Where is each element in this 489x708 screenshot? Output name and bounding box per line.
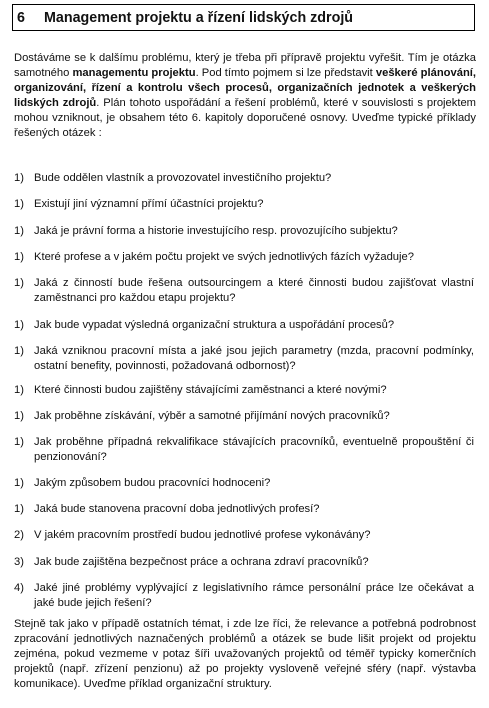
section-heading (12, 4, 475, 31)
list-item-number: 1) (14, 225, 24, 237)
list-item-number: 1) (14, 345, 24, 357)
intro-text-1: Dostáváme se k dalšímu problému, který je třeba při přípravě projektu vyřešit. Tím je otázka samotného (14, 52, 476, 79)
list-item-text: Jaké jiné problémy vyplývající z legislativního rámce personální práce lze očekávat a jaké bude jejich řešení? (34, 582, 474, 609)
list-item (14, 409, 474, 424)
list-item-text: Jak proběhne případná rekvalifikace stávajících pracovníků, eventuelně propouštění či penzionování? (34, 436, 474, 463)
list-item-text: Jak bude vypadat výsledná organizační struktura a uspořádání procesů? (34, 319, 395, 331)
list-item (14, 476, 474, 491)
list-item-text: Jak proběhne získávání, výběr a samotné přijímání nových pracovníků? (34, 410, 390, 422)
list-item (14, 383, 474, 398)
section-title: Management projektu a řízení lidských zdrojů (44, 9, 354, 26)
list-item-number: 1) (14, 503, 24, 515)
list-item (14, 528, 474, 543)
list-item-text: Existují jiní významní přímí účastníci projektu? (34, 198, 264, 210)
list-item (14, 318, 474, 333)
intro-paragraph (14, 51, 476, 140)
intro-text-3: . Plán tohoto uspořádání a řešení problémů, které v souvislosti s projektem mohou vzniknout, je obsahem této 6. kapitoly doporučené osnovy. Uveďme typické příklady řešených otázek : (14, 96, 476, 139)
list-item-number: 2) (14, 529, 24, 541)
list-item-number: 4) (14, 582, 24, 594)
list-item-number: 1) (14, 410, 24, 422)
list-item-number: 1) (14, 251, 24, 263)
list-item (14, 224, 474, 239)
list-item-number: 1) (14, 384, 24, 396)
list-item-text: Které činnosti budou zajištěny stávajícími zaměstnanci a které novými? (34, 384, 387, 396)
list-item (14, 250, 474, 265)
intro-bold-1: managementu projektu (72, 66, 196, 79)
section-number: 6 (17, 9, 25, 26)
outro-paragraph: Stejně tak jako v případě ostatních témat, i zde lze říci, že relevance a potřebná podrobnost zpracování jednotlivých naznačených problémů a otázek se bude lišit projekt od projektu zejména, pokud vezmeme v potaz šíři uvažovaných projektů od téměř typicky komerčních projektů (např. zřízení penzionu) až po projekty vysloveně veřejné sféry (např. výstavba komunikace). Uveďme příklad organizační struktury. (14, 618, 476, 690)
list-item-number: 1) (14, 477, 24, 489)
intro-text-2: . Pod tímto pojmem si lze představit (195, 66, 376, 79)
list-item-text: Jaká bude stanovena pracovní doba jednotlivých profesí? (34, 503, 320, 515)
list-item (14, 344, 474, 374)
list-item-text: Které profese a v jakém počtu projekt ve svých jednotlivých fázích vyžaduje? (34, 251, 414, 263)
list-item (14, 276, 474, 306)
list-item-number: 1) (14, 319, 24, 331)
list-item-text: Jakým způsobem budou pracovníci hodnoceni? (34, 477, 271, 489)
list-item (14, 555, 474, 570)
intro-bold-2: veškeré plánování, organizování, řízení a kontrolu všech procesů, organizačních jednotek a veškerých lidských zdrojů (14, 66, 476, 109)
list-item (14, 435, 474, 465)
list-item-number: 1) (14, 436, 24, 448)
list-item-number: 1) (14, 198, 24, 210)
list-item-number: 3) (14, 556, 24, 568)
list-item-number: 1) (14, 277, 24, 289)
list-item-text: Jaká vzniknou pracovní místa a jaké jsou jejich parametry (mzda, pracovní podmínky, ostatní benefity, povinnosti, požadovaná odbornost)? (34, 345, 474, 372)
list-item-text: Jaká z činností bude řešena outsourcingem a které činnosti budou zajišťovat vlastní zaměstnanci pro každou etapu projektu? (34, 277, 474, 304)
list-item (14, 197, 474, 212)
list-item (14, 171, 474, 186)
list-item-text: Jak bude zajištěna bezpečnost práce a ochrana zdraví pracovníků? (34, 556, 369, 568)
list-item-number: 1) (14, 172, 24, 184)
list-item-text: Bude oddělen vlastník a provozovatel investičního projektu? (34, 172, 332, 184)
list-item-text: V jakém pracovním prostředí budou jednotlivé profese vykonávány? (34, 529, 371, 541)
list-item (14, 502, 474, 517)
list-item (14, 581, 474, 611)
list-item-text: Jaká je právní forma a historie investujícího resp. provozujícího subjektu? (34, 225, 398, 237)
